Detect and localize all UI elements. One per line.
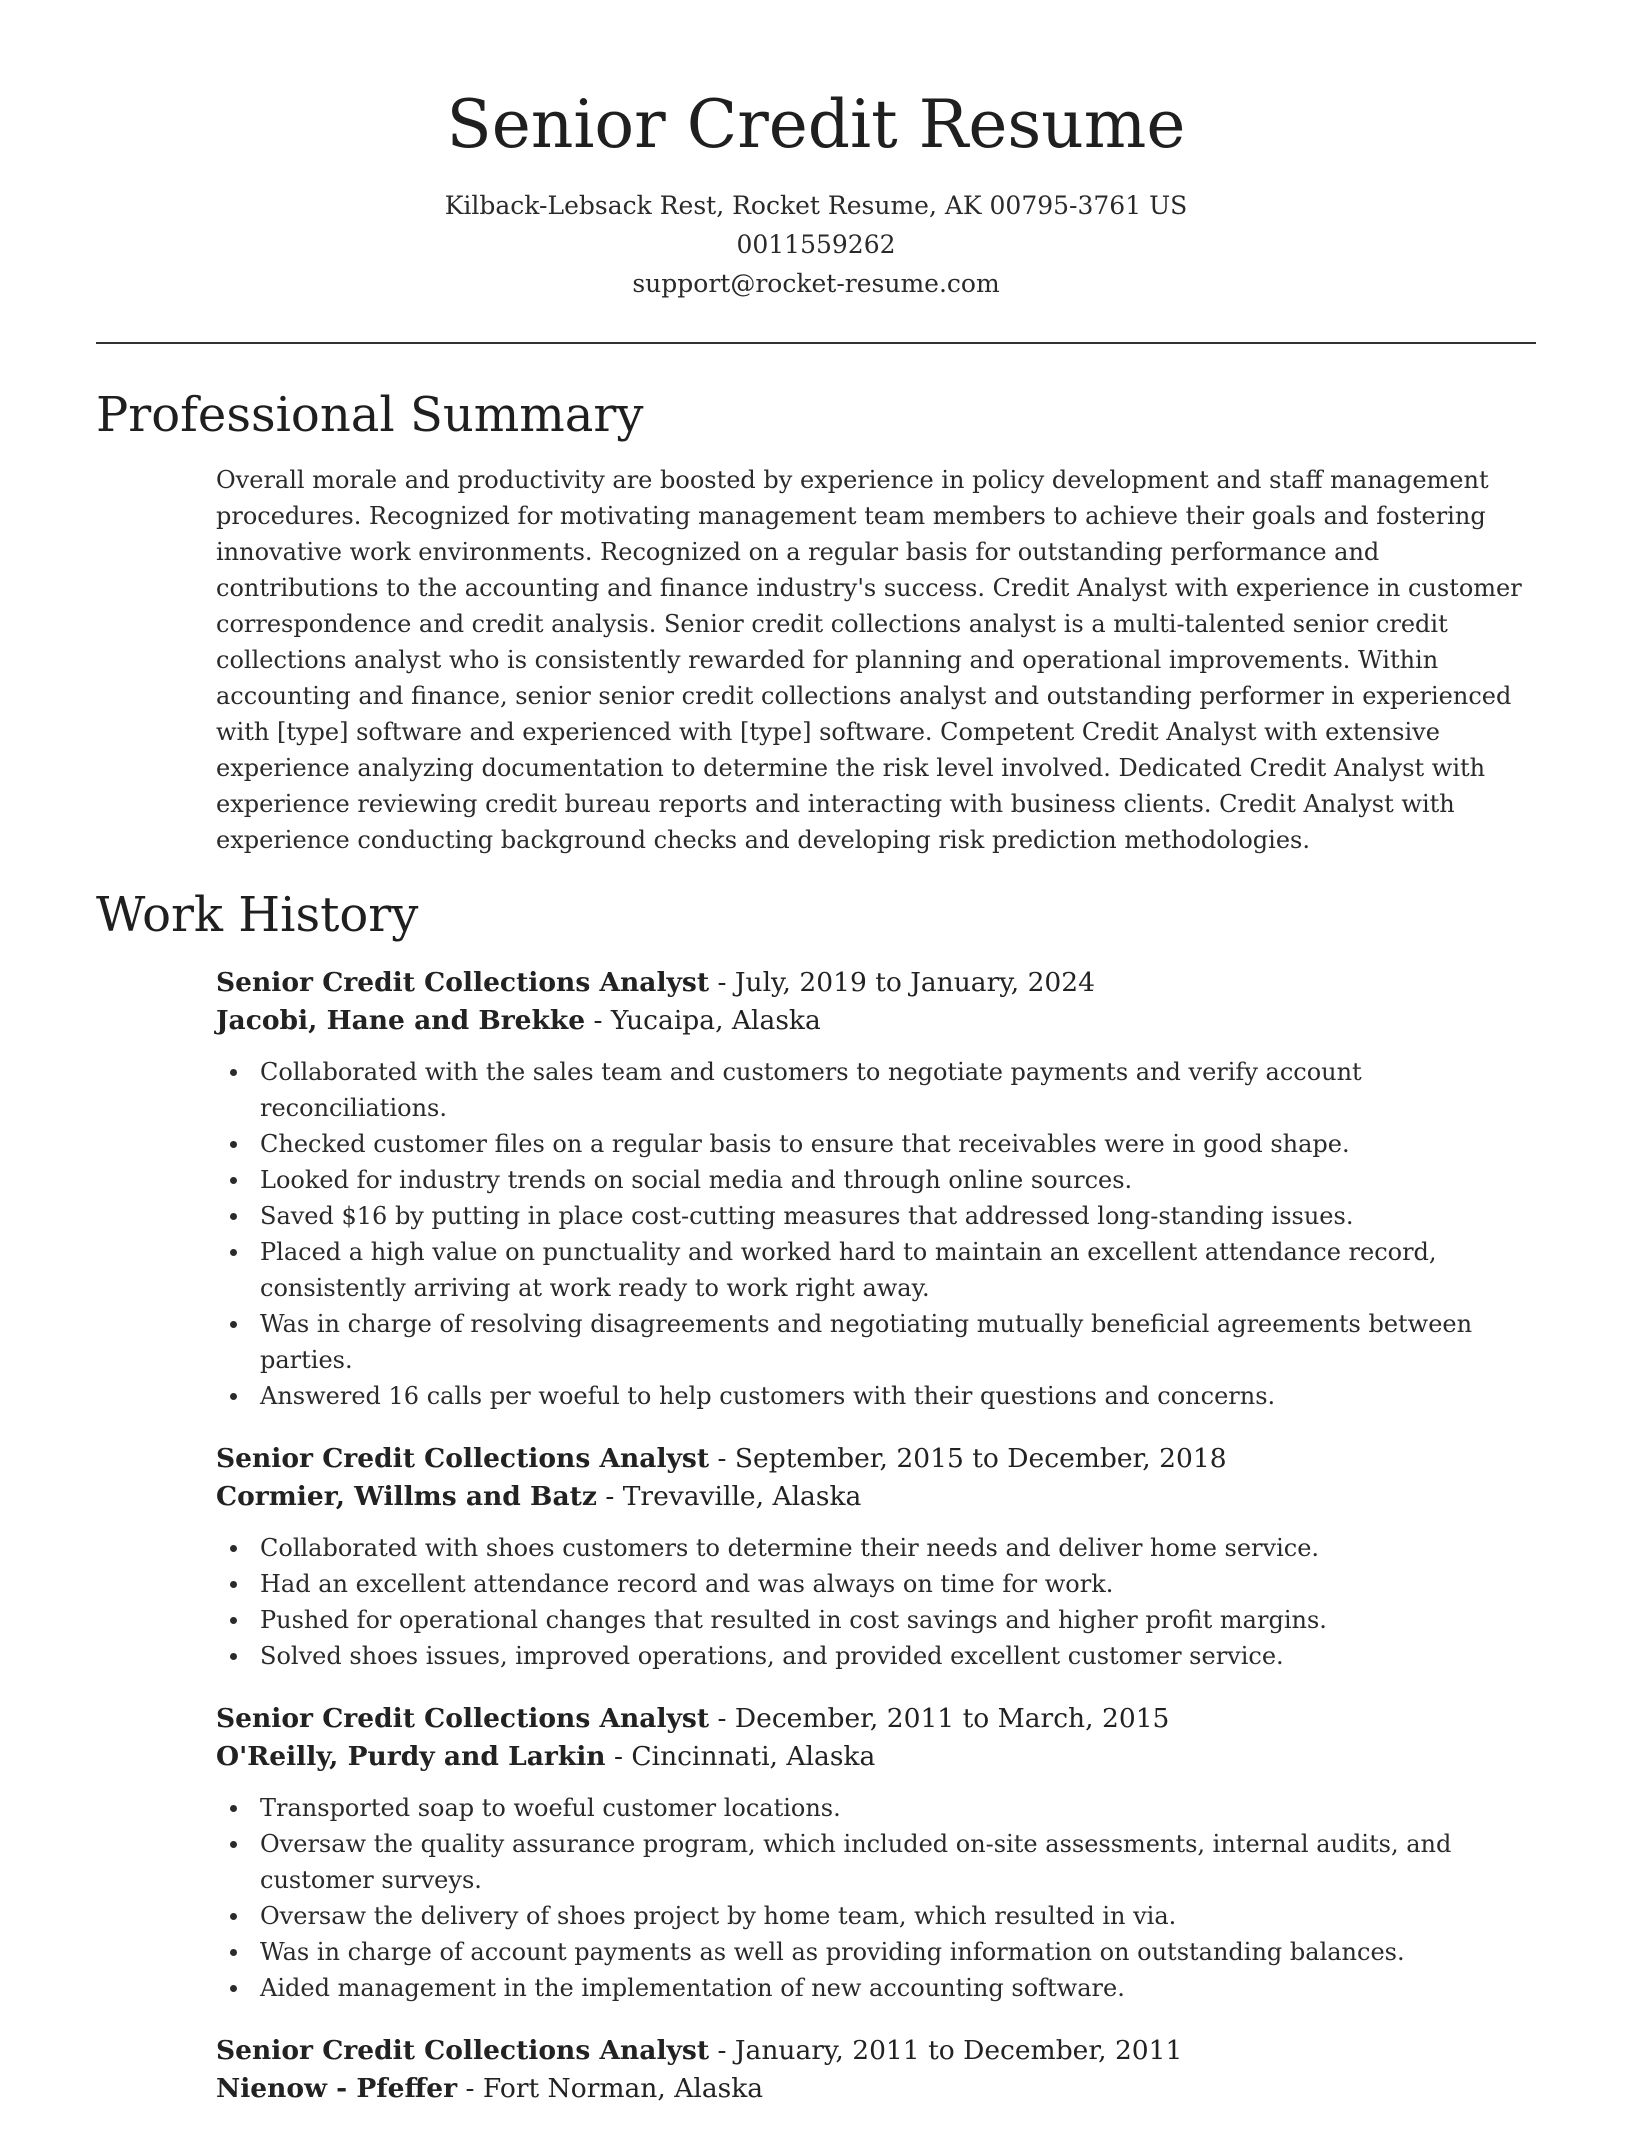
bullet-dot-icon	[230, 1985, 237, 1992]
job-title-line	[216, 1700, 1536, 1738]
bullet-dot-icon	[230, 1913, 237, 1920]
job-bullet-text: Solved shoes issues, improved operations, and provided excellent customer service.	[260, 1642, 1284, 1670]
contact-info	[96, 186, 1536, 303]
job-bullet	[216, 1566, 1536, 1602]
job-bullet	[216, 1234, 1536, 1306]
work-history-heading: Work History	[96, 887, 419, 943]
job-location: - Trevaville, Alaska	[596, 1481, 862, 1512]
bullet-dot-icon	[230, 1949, 237, 1956]
job-dates: - July, 2019 to January, 2024	[709, 967, 1096, 998]
bullet-dot-icon	[230, 1393, 237, 1400]
job-bullet	[216, 1790, 1536, 1826]
job-bullet-list	[216, 1054, 1536, 1414]
job-bullet-text: Was in charge of account payments as well as providing information on outstanding balances.	[260, 1938, 1405, 1966]
job-entry	[216, 964, 1536, 1414]
job-entry	[216, 2032, 1536, 2108]
bullet-dot-icon	[230, 1653, 237, 1660]
contact-address: Kilback-Lebsack Rest, Rocket Resume, AK 00795-3761 US	[444, 191, 1188, 220]
job-company-line	[216, 1478, 1536, 1516]
job-title-line	[216, 1440, 1536, 1478]
bullet-dot-icon	[230, 1213, 237, 1220]
bullet-dot-icon	[230, 1249, 237, 1256]
job-bullet-text: Placed a high value on punctuality and worked hard to maintain an excellent attendance record, consistently arriving at work ready to work right away.	[260, 1238, 1437, 1302]
job-bullet	[216, 1970, 1536, 2006]
job-bullet	[216, 1638, 1536, 1674]
contact-phone: 0011559262	[736, 230, 896, 259]
job-bullet-text: Checked customer files on a regular basis to ensure that receivables were in good shape.	[260, 1130, 1350, 1158]
job-bullet	[216, 1530, 1536, 1566]
job-bullet	[216, 1934, 1536, 1970]
job-bullet-text: Looked for industry trends on social media and through online sources.	[260, 1166, 1133, 1194]
job-title: Senior Credit Collections Analyst	[216, 967, 710, 998]
job-bullet-text: Answered 16 calls per woeful to help customers with their questions and concerns.	[260, 1382, 1276, 1410]
job-entry	[216, 1700, 1536, 2006]
bullet-dot-icon	[230, 1069, 237, 1076]
bullet-dot-icon	[230, 1841, 237, 1848]
job-bullet	[216, 1198, 1536, 1234]
bullet-dot-icon	[230, 1177, 237, 1184]
header-divider	[96, 342, 1536, 344]
job-bullet	[216, 1826, 1536, 1898]
bullet-dot-icon	[230, 1805, 237, 1812]
bullet-dot-icon	[230, 1617, 237, 1624]
job-title: Senior Credit Collections Analyst	[216, 1443, 710, 1474]
contact-email: support@rocket-resume.com	[632, 269, 1000, 298]
job-bullet-text: Oversaw the quality assurance program, which included on-site assessments, internal audits, and customer surveys.	[260, 1830, 1452, 1894]
resume-header	[96, 82, 1536, 303]
job-company: Jacobi, Hane and Brekke	[216, 1005, 586, 1036]
job-company-line	[216, 2070, 1536, 2108]
job-bullet-text: Aided management in the implementation of new accounting software.	[260, 1974, 1125, 2002]
summary-text: Overall morale and productivity are boosted by experience in policy development and staff management procedures. Recognized for motivating management team members to achieve their goals and fostering innovative work environments. Recognized on a regular basis for outstanding performance and contributions to the accounting and finance industry's success. Credit Analyst with experience in customer correspondence and credit analysis. Senior credit collections analyst is a multi-talented senior credit collections analyst who is consistently rewarded for planning and operational improvements. Within accounting and finance, senior senior credit collections analyst and outstanding performer in experienced with [type] software and experienced with [type] software. Competent Credit Analyst with extensive experience analyzing documentation to determine the risk level involved. Dedicated Credit Analyst with experience reviewing credit bureau reports and interacting with business clients. Credit Analyst with experience conducting background checks and developing risk prediction methodologies.	[216, 466, 1522, 854]
job-title: Senior Credit Collections Analyst	[216, 1703, 710, 1734]
job-bullet-text: Collaborated with shoes customers to determine their needs and deliver home service.	[260, 1534, 1320, 1562]
job-bullet-text: Pushed for operational changes that resulted in cost savings and higher profit margins.	[260, 1606, 1327, 1634]
job-company: Cormier, Willms and Batz	[216, 1481, 597, 1512]
job-bullet-text: Was in charge of resolving disagreements and negotiating mutually beneficial agreements between parties.	[260, 1310, 1473, 1374]
work-history-list	[216, 964, 1536, 2134]
job-entry	[216, 1440, 1536, 1674]
job-bullet	[216, 1306, 1536, 1378]
job-bullet	[216, 1378, 1536, 1414]
job-bullet-text: Saved $16 by putting in place cost-cutting measures that addressed long-standing issues.	[260, 1202, 1354, 1230]
bullet-dot-icon	[230, 1581, 237, 1588]
job-company-line	[216, 1002, 1536, 1040]
job-bullet-list	[216, 1790, 1536, 2006]
bullet-dot-icon	[230, 1141, 237, 1148]
job-dates: - September, 2015 to December, 2018	[709, 1443, 1227, 1474]
job-bullet	[216, 1898, 1536, 1934]
job-bullet	[216, 1126, 1536, 1162]
job-bullet-text: Oversaw the delivery of shoes project by home team, which resulted in via.	[260, 1902, 1177, 1930]
job-title-line	[216, 2032, 1536, 2070]
job-bullet-text: Transported soap to woeful customer locations.	[260, 1794, 841, 1822]
job-bullet-text: Had an excellent attendance record and was always on time for work.	[260, 1570, 1114, 1598]
job-location: - Yucaipa, Alaska	[585, 1005, 821, 1036]
job-dates: - December, 2011 to March, 2015	[709, 1703, 1170, 1734]
job-bullet	[216, 1162, 1536, 1198]
job-bullet	[216, 1054, 1536, 1126]
job-company-line	[216, 1738, 1536, 1776]
job-bullet-text: Collaborated with the sales team and customers to negotiate payments and verify account reconciliations.	[260, 1058, 1362, 1122]
job-company: Nienow - Pfeffer	[216, 2073, 458, 2104]
summary-heading: Professional Summary	[96, 387, 644, 443]
job-location: - Cincinnati, Alaska	[605, 1741, 876, 1772]
job-bullet	[216, 1602, 1536, 1638]
bullet-dot-icon	[230, 1545, 237, 1552]
job-location: - Fort Norman, Alaska	[457, 2073, 764, 2104]
job-title: Senior Credit Collections Analyst	[216, 2035, 710, 2066]
job-company: O'Reilly, Purdy and Larkin	[216, 1741, 606, 1772]
job-dates: - January, 2011 to December, 2011	[709, 2035, 1183, 2066]
resume-title: Senior Credit Resume	[446, 86, 1186, 163]
job-title-line	[216, 964, 1536, 1002]
job-bullet-list	[216, 1530, 1536, 1674]
bullet-dot-icon	[230, 1321, 237, 1328]
